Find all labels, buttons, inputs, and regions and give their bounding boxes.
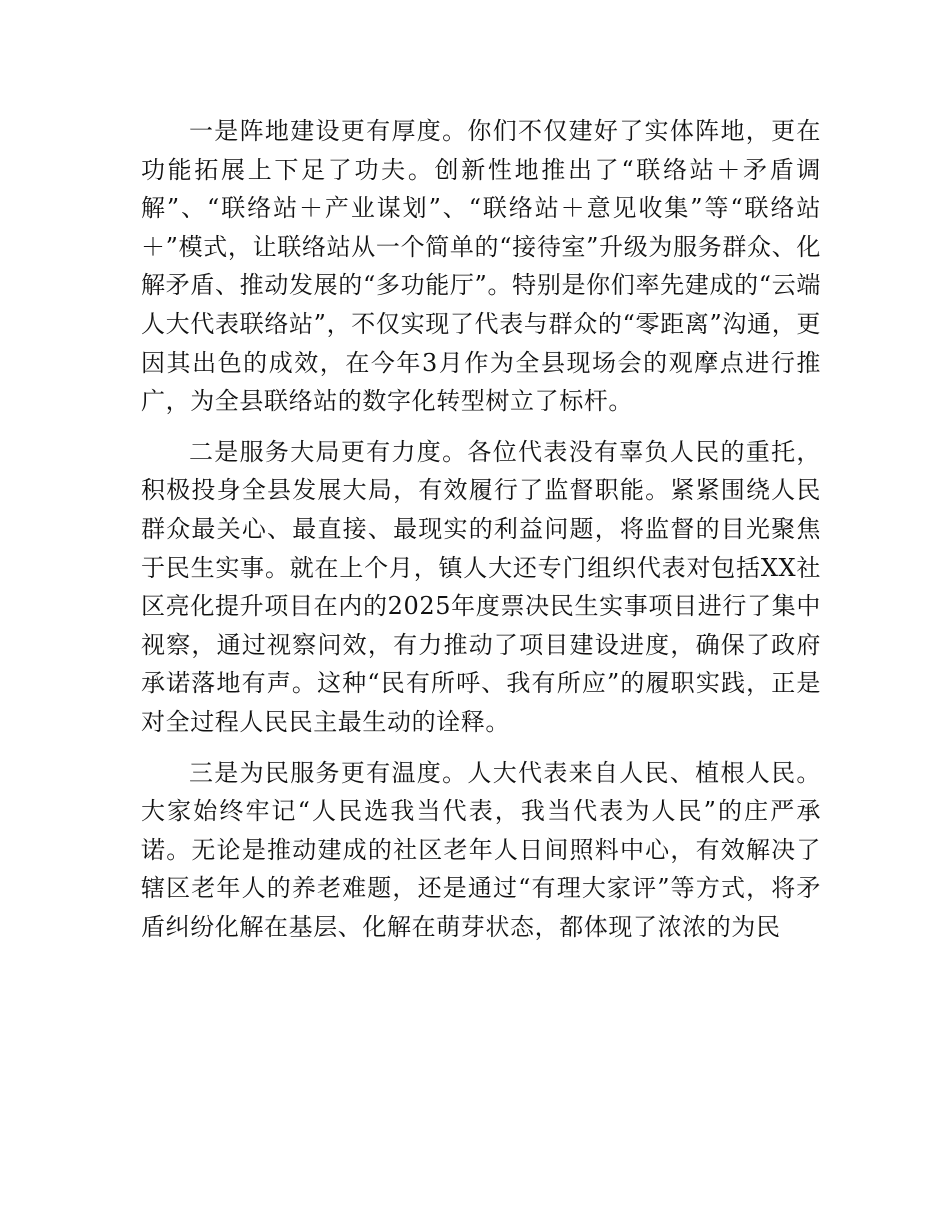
document-body bbox=[141, 112, 821, 946]
paragraph-3: 三是为民服务更有温度。人大代表来自人民、植根人民。大家始终牢记“人民选我当代表，我当代表为人民”的庄严承诺。无论是推动建成的社区老年人日间照料中心，有效解决了辖区老年人的养老难题，还是通过“有理大家评”等方式，将矛盾纠纷化解在基层、化解在萌芽状态，都体现了浓浓的为民 bbox=[141, 758, 821, 941]
paragraph-1: 一是阵地建设更有厚度。你们不仅建好了实体阵地，更在功能拓展上下足了功夫。创新性地推出了“联络站＋矛盾调解”、“联络站＋产业谋划”、“联络站＋意见收集”等“联络站＋”模式，让联络站从一个简单的“接待室”升级为服务群众、化解矛盾、推动发展的“多功能厅”。特别是你们率先建成的“云端人大代表联络站”，不仅实现了代表与群众的“零距离”沟通，更因其出色的成效，在今年3月作为全县现场会的观摩点进行推广，为全县联络站的数字化转型树立了标杆。 bbox=[141, 117, 821, 416]
paragraph-2: 二是服务大局更有力度。各位代表没有辜负人民的重托，积极投身全县发展大局，有效履行了监督职能。紧紧围绕人民群众最关心、最直接、最现实的利益问题，将监督的目光聚焦于民生实事。就在上个月，镇人大还专门组织代表对包括XX社区亮化提升项目在内的2025年度票决民生实事项目进行了集中视察，通过视察问效，有力推动了项目建设进度，确保了政府承诺落地有声。这种“民有所呼、我有所应”的履职实践，正是对全过程人民民主最生动的诠释。 bbox=[141, 437, 821, 736]
